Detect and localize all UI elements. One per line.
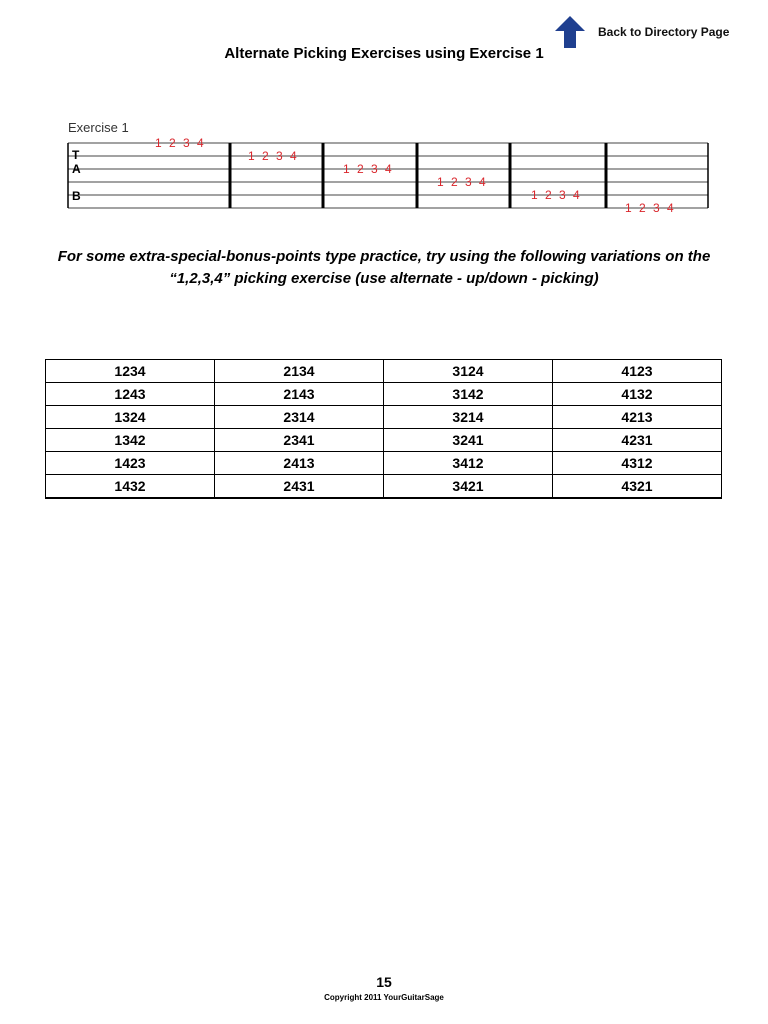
fingering-notes: 1 2 3 4 [248, 149, 299, 163]
page-number: 15 [376, 974, 392, 990]
table-cell: 3412 [384, 452, 553, 475]
table-cell: 2143 [215, 383, 384, 406]
table-cell: 4312 [553, 452, 722, 475]
fingering-notes: 1 2 3 4 [343, 162, 394, 176]
intro-line-1: For some extra-special-bonus-points type practice, try using the following variations on the [57, 248, 711, 265]
table-row [46, 360, 722, 383]
table-cell: 3241 [384, 429, 553, 452]
table-cell: 4123 [553, 360, 722, 383]
table-cell: 3124 [384, 360, 553, 383]
string-letter-b: B [72, 189, 81, 203]
table-row [46, 383, 722, 406]
table-cell: 4213 [553, 406, 722, 429]
table-cell: 2431 [215, 475, 384, 499]
variations-table [45, 359, 722, 499]
table-row [46, 406, 722, 429]
table-cell: 1324 [46, 406, 215, 429]
table-cell: 4321 [553, 475, 722, 499]
table-cell: 2413 [215, 452, 384, 475]
table-cell: 1432 [46, 475, 215, 499]
string-letter-a: A [72, 162, 81, 176]
exercise-label: Exercise 1 [68, 120, 129, 135]
table-cell: 2341 [215, 429, 384, 452]
table-cell: 4231 [553, 429, 722, 452]
table-row [46, 452, 722, 475]
table-row [46, 475, 722, 499]
table-cell: 1243 [46, 383, 215, 406]
table-row [46, 429, 722, 452]
fingering-notes: 1 2 3 4 [155, 136, 206, 150]
back-to-directory-link[interactable] [555, 16, 729, 48]
fingering-notes: 1 2 3 4 [625, 201, 676, 215]
table-cell: 2134 [215, 360, 384, 383]
table-cell: 1423 [46, 452, 215, 475]
table-cell: 1234 [46, 360, 215, 383]
copyright: Copyright 2011 YourGuitarSage [324, 993, 444, 1002]
fingering-notes: 1 2 3 4 [437, 175, 488, 189]
page-title: Alternate Picking Exercises using Exercise 1 [224, 45, 544, 62]
back-link-label: Back to Directory Page [598, 25, 730, 39]
table-cell: 2314 [215, 406, 384, 429]
fingering-notes: 1 2 3 4 [531, 188, 582, 202]
table-cell: 3142 [384, 383, 553, 406]
table-cell: 3214 [384, 406, 553, 429]
table-cell: 1342 [46, 429, 215, 452]
exercise-tab [60, 115, 712, 215]
string-letter-t: T [72, 148, 80, 162]
table-cell: 4132 [553, 383, 722, 406]
tablature-diagram [60, 115, 712, 215]
intro-line-2: “1,2,3,4” picking exercise (use alternate - up/down - picking) [169, 270, 599, 287]
up-arrow-icon [555, 16, 585, 48]
intro-text [30, 246, 738, 290]
table-cell: 3421 [384, 475, 553, 499]
